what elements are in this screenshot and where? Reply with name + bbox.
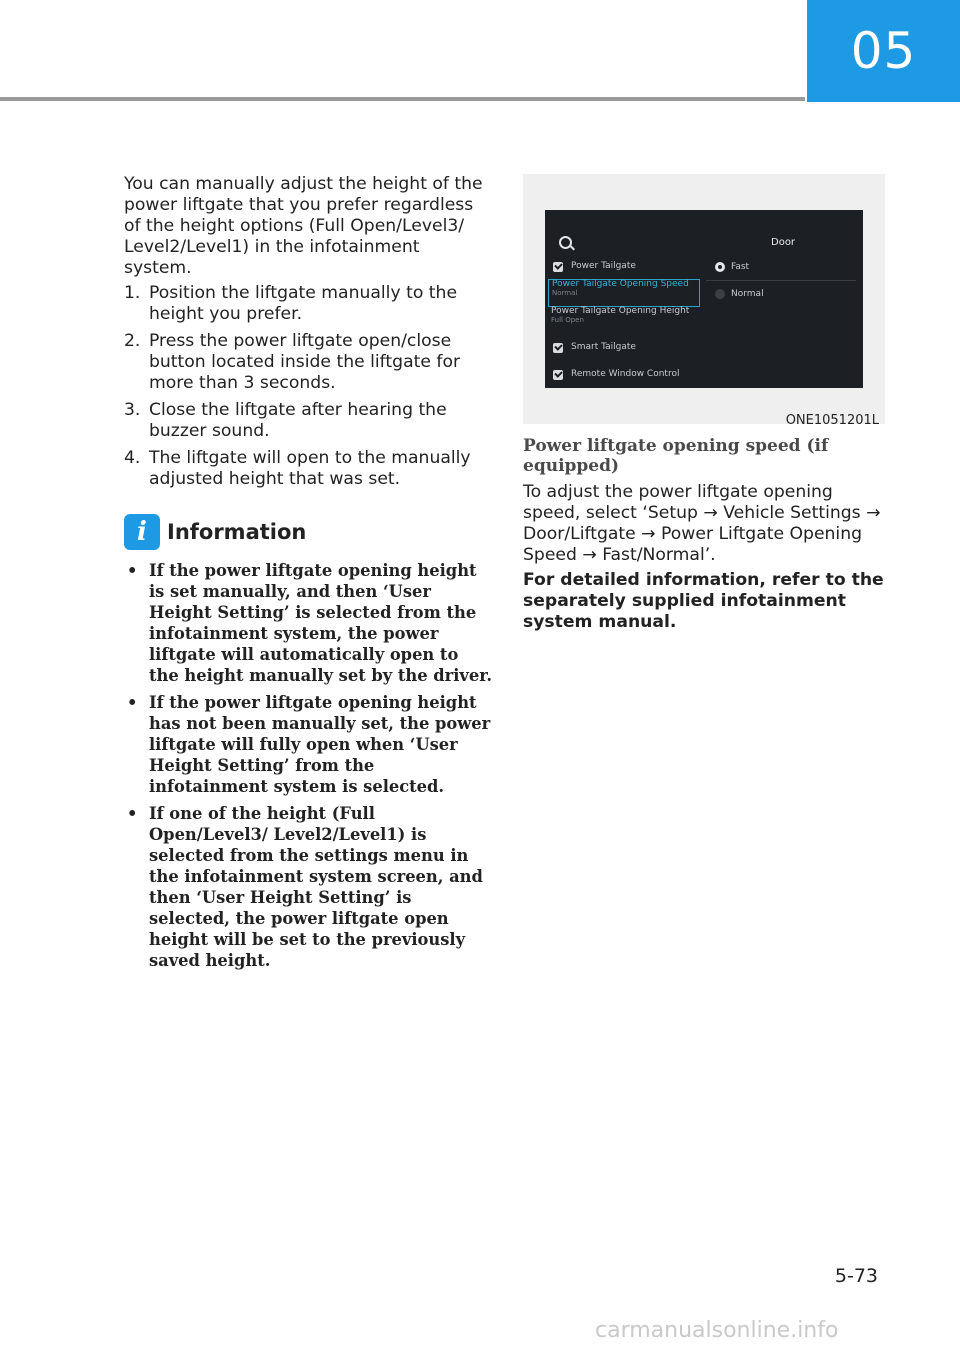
chapter-tab [807, 0, 960, 102]
checkbox-checked-icon[interactable] [553, 343, 563, 353]
information-item: • If the power liftgate opening height has not been manually set, the power liftgate will fully open when ‘User Height Setting’ from the infotainment system is selected. [127, 693, 491, 796]
information-list [124, 560, 492, 971]
option-fast[interactable]: Fast [731, 262, 750, 272]
steps-list [124, 283, 492, 490]
checkbox-checked-icon[interactable] [553, 370, 563, 380]
menu-opening-speed[interactable]: Power Tailgate Opening Speed Normal [548, 279, 700, 307]
checkbox-checked-icon[interactable] [553, 262, 563, 272]
intro-paragraph: You can manually adjust the height of the power liftgate that you prefer regardless of the height options (Full Open/Level3/ Level2/Level1) in the infotainment system. [124, 174, 483, 278]
left-column [124, 174, 492, 977]
right-column [523, 174, 885, 633]
infotainment-screen: Door Power Tailgate Power Tailgate Opening Speed Normal Power Tailgate Opening Height Full Open Smart Tailgate Remote Window Control Fast Normal [545, 210, 863, 388]
radio-selected-icon[interactable] [715, 262, 725, 272]
header-rule [0, 97, 805, 101]
search-icon[interactable] [559, 236, 572, 249]
section-note: For detailed information, refer to the separately supplied infotainment system manual. [523, 570, 884, 632]
step-item: 2. Press the power liftgate open/close button located inside the liftgate for more than 3 seconds. [124, 331, 461, 393]
information-title: Information [167, 520, 307, 544]
option-normal[interactable]: Normal [731, 289, 764, 299]
infotainment-figure [523, 174, 885, 428]
chapter-number: 05 [850, 22, 917, 80]
section-heading: Power liftgate opening speed (if equipped) [523, 436, 829, 476]
radio-unselected-icon[interactable] [715, 289, 725, 299]
figure-caption: ONE1051201L [785, 413, 879, 428]
information-item: • If one of the height (Full Open/Level3/ Level2/Level1) is selected from the settings menu in the infotainment system screen, and then ‘User Height Setting’ is selected, the power liftgate open height will be set to the previously saved height. [127, 804, 483, 970]
step-item: 1. Position the liftgate manually to the height you prefer. [124, 283, 458, 324]
menu-opening-height[interactable]: Power Tailgate Opening Height Full Open [551, 306, 690, 324]
information-item: • If the power liftgate opening height is set manually, and then ‘User Height Setting’ is selected from the infotainment system, the power liftgate will automatically open to the height manually set by the driver. [127, 561, 493, 685]
step-item: 4. The liftgate will open to the manually adjusted height that was set. [124, 448, 471, 489]
section-body: To adjust the power liftgate opening speed, select ‘Setup → Vehicle Settings → Door/Liftgate → Power Liftgate Opening Speed → Fast/Normal’. [523, 482, 881, 565]
screen-title: Door [771, 237, 796, 248]
information-header [124, 514, 492, 550]
option-divider [706, 280, 856, 281]
watermark: carmanualsonline.info [595, 1318, 839, 1343]
page-number: 5-73 [834, 1265, 878, 1287]
information-icon: i [124, 514, 160, 550]
step-item: 3. Close the liftgate after hearing the buzzer sound. [124, 400, 447, 441]
